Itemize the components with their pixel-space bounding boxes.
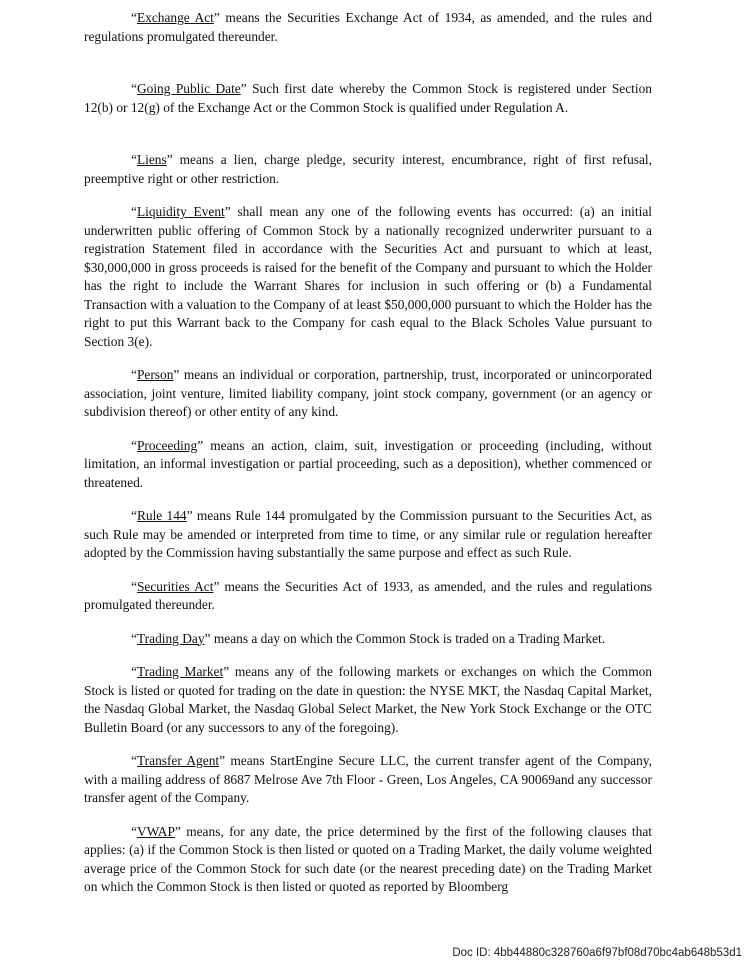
definition-exchange-act: “Exchange Act” means the Securities Exchange Act of 1934, as amended, and the rules and regulations promulgated thereunder. [84,10,653,44]
definition-going-public-date: “Going Public Date” Such first date whereby the Common Stock is registered under Section 12(b) or 12(g) of the Exchange Act or the Common Stock is qualified under Regulation A. [84,81,653,115]
definition-text: Such first date whereby the Common Stock is registered under Section 12(b) or 12(g) of the Exchange Act or the Common Stock is qualified under Regulation A. [84,81,653,115]
definition-text: shall mean any one of the following events has occurred: (a) an initial underwritten public offering of Common Stock by a nationally recognized underwriter pursuant to a registration Statement filed in accordance with the Securities Act and pursuant to which at least, $30,000,000 in gross proceeds is raised for the benefit of the Company and pursuant to which the Holder has the right to include the Warrant Shares for inclusion in such offering or (b) a Fundamental Transaction with a valuation to the Company of at least $50,000,000 pursuant to which the Holder has the right to put this Warrant back to the Company for cash equal to the Black Scholes Value pursuant to Section 3(e). [84,204,652,349]
definition-liens: “Liens” means a lien, charge pledge, security interest, encumbrance, right of first refusal, preemptive right or other restriction. [84,152,652,186]
document-page [84,9,652,912]
doc-id-footer: Doc ID: 4bb44880c328760a6f97bf08d70bc4ab648b53d1 [452,947,742,959]
defined-term: Exchange Act [136,10,214,25]
defined-term: Proceeding [136,437,198,453]
definition-text: means StartEngine Secure LLC, the current transfer agent of the Company, with a mailing address of 8687 Melrose Ave 7th Floor - Green, Los Angeles, CA 90069and any successor transfer agent of the Company. [84,753,652,805]
definition-trading-day: “Trading Day” means a day on which the Common Stock is traded on a Trading Market. [131,630,606,646]
definition-text: means the Securities Exchange Act of 1934, as amended, and the rules and regulations promulgated thereunder. [84,10,653,44]
defined-term: Securities Act [136,578,214,594]
definition-rule-144: “Rule 144” means Rule 144 promulgated by the Commission pursuant to the Securities Act, as such Rule may be amended or interpreted from time to time, or any similar rule or regulation hereafter adopted by the Commission having substantially the same purpose and effect as such Rule. [84,508,652,560]
defined-term: Person [136,367,174,382]
definition-securities-act: “Securities Act” means the Securities Act of 1933, as amended, and the rules and regulations promulgated thereunder. [84,578,652,612]
defined-term: VWAP [136,823,175,839]
defined-term: Transfer Agent [136,753,220,768]
defined-term: Trading Day [136,630,205,646]
definition-person: “Person” means an individual or corporation, partnership, trust, incorporated or unincorporated association, joint venture, limited liability company, joint stock company, government (or an agency or subdivision thereof) or other entity of any kind. [84,367,652,419]
definition-liquidity-event: “Liquidity Event” shall mean any one of the following events has occurred: (a) an initial underwritten public offering of Common Stock by a nationally recognized underwriter pursuant to a registration Statement filed in accordance with the Securities Act and pursuant to which at least, $30,000,000 in gross proceeds is raised for the benefit of the Company and pursuant to which the Holder has the right to include the Warrant Shares for inclusion in such offering or (b) a Fundamental Transaction with a valuation to the Company of at least $50,000,000 pursuant to which the Holder has the right to put this Warrant back to the Company for cash equal to the Black Scholes Value pursuant to Section 3(e). [84,204,652,349]
defined-term: Liquidity Event [136,204,225,219]
definition-text: means the Securities Act of 1933, as amended, and the rules and regulations promulgated thereunder. [84,578,652,612]
definition-trading-market: “Trading Market” means any of the following markets or exchanges on which the Common Stock is listed or quoted for trading on the date in question: the NYSE MKT, the Nasdaq Capital Market, the Nasdaq Global Market, the Nasdaq Global Select Market, the New York Stock Exchange or the OTC Bulletin Board (or any successors to any of the foregoing). [84,664,652,735]
definition-text: means a lien, charge pledge, security interest, encumbrance, right of first refusal, preemptive right or other restriction. [84,152,652,186]
definition-text: means, for any date, the price determined by the first of the following clauses that applies: (a) if the Common Stock is then listed or quoted on a Trading Market, the daily volume weighted average price of the Common Stock for such date (or the nearest preceding date) on the Trading Market on which the Common Stock is then listed or quoted as reported by Bloomberg [84,823,652,894]
definition-text: means Rule 144 promulgated by the Commission pursuant to the Securities Act, as such Rule may be amended or interpreted from time to time, or any similar rule or regulation hereafter adopted by the Commission having substantially the same purpose and effect as such Rule. [84,508,652,560]
defined-term: Trading Market [136,664,224,679]
definition-text: means any of the following markets or exchanges on which the Common Stock is listed or quoted for trading on the date in question: the NYSE MKT, the Nasdaq Capital Market, the Nasdaq Global Market, the Nasdaq Global Select Market, the New York Stock Exchange or the OTC Bulletin Board (or any successors to any of the foregoing). [84,664,652,735]
definition-text: means a day on which the Common Stock is traded on a Trading Market. [210,630,606,646]
defined-term: Rule 144 [136,508,187,523]
defined-term: Liens [136,152,167,167]
defined-term: Going Public Date [136,81,241,96]
definition-proceeding: “Proceeding” means an action, claim, suit, investigation or proceeding (including, without limitation, an informal investigation or partial proceeding, such as a deposition), whether commenced or threatened. [84,437,652,490]
definition-text: means an action, claim, suit, investigation or proceeding (including, without limitation, an informal investigation or partial proceeding, such as a deposition), whether commenced or threatened. [84,437,652,490]
definition-vwap: “VWAP” means, for any date, the price determined by the first of the following clauses that applies: (a) if the Common Stock is then listed or quoted on a Trading Market, the daily volume weighted average price of the Common Stock for such date (or the nearest preceding date) on the Trading Market on which the Common Stock is then listed or quoted as reported by Bloomberg [84,823,652,894]
definition-text: means an individual or corporation, partnership, trust, incorporated or unincorporated association, joint venture, limited liability company, joint stock company, government (or an agency or subdivision thereof) or other entity of any kind. [84,367,652,419]
definition-transfer-agent: “Transfer Agent” means StartEngine Secure LLC, the current transfer agent of the Company, with a mailing address of 8687 Melrose Ave 7th Floor - Green, Los Angeles, CA 90069and any successor transfer agent of the Company. [84,753,652,805]
